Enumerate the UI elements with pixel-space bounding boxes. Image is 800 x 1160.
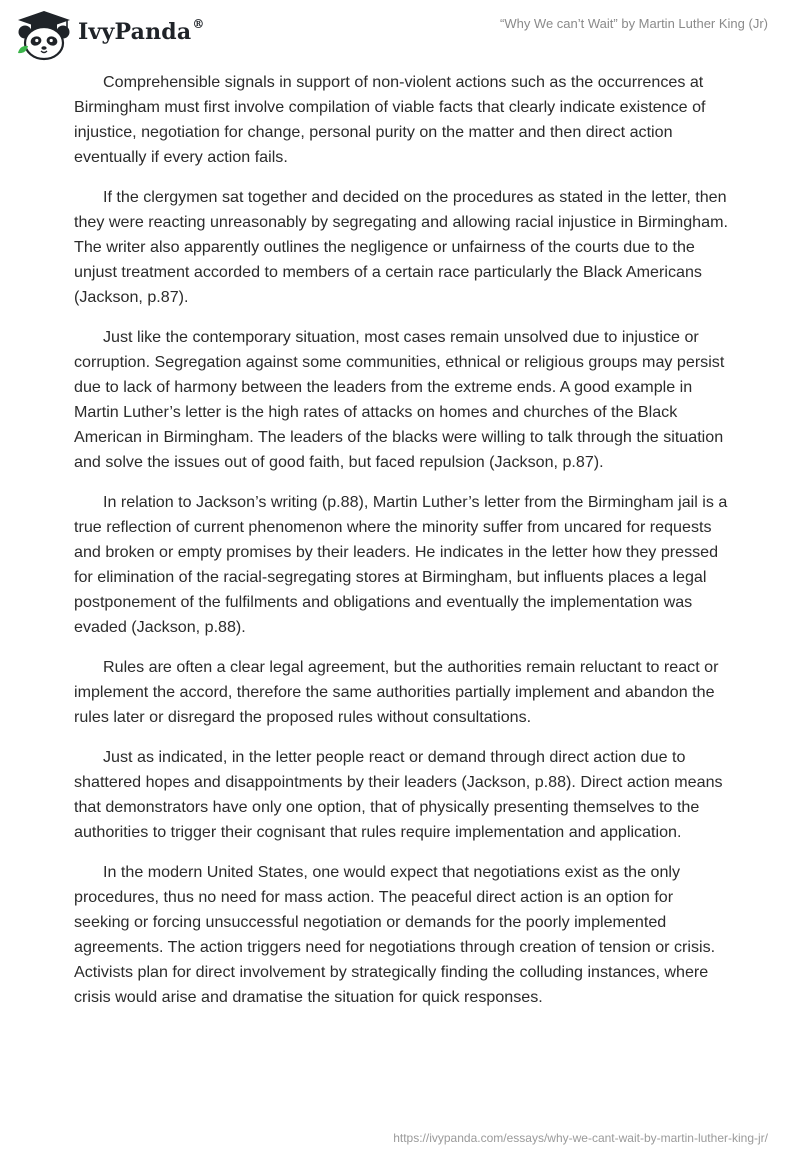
essay-body (74, 70, 728, 1025)
page-header (0, 0, 800, 70)
brand-name[interactable] (78, 19, 205, 45)
paragraph: If the clergymen sat together and decided on the procedures as stated in the letter, then they were reacting unreasonably by segregating and allowing racial injustice in Birmingham. The writer also apparently outlines the negligence or unfairness of the courts due to the unjust treatment accorded to members of a certain race particularly the Black Americans (Jackson, p.87). (74, 188, 728, 306)
paragraph: Comprehensible signals in support of non-violent actions such as the occurrences at Birmingham must first involve compilation of viable facts that clearly indicate existence of injustice, negotiation for change, personal purity on the matter and then direct action eventually if every action fails. (74, 73, 706, 166)
paragraph: In the modern United States, one would expect that negotiations exist as the only procedures, thus no need for mass action. The peaceful direct action is an option for seeking or forcing unsuccessful negotiation or demands for the poorly implemented agreements. The action triggers need for negotiations through creation of tension or crisis. Activists plan for direct involvement by strategically finding the colluding instances, where crisis would arise and dramatise the situation for quick responses. (74, 863, 716, 1006)
paragraph: Just like the contemporary situation, most cases remain unsolved due to injustice or corruption. Segregation against some communities, ethnical or religious groups may persist due to lack of harmony between the leaders from the extreme ends. A good example in Martin Luther’s letter is the high rates of attacks on homes and churches of the Black American in Birmingham. The leaders of the blacks were willing to talk through the situation and solve the issues out of good faith, but faced repulsion (Jackson, p.87). (74, 328, 725, 471)
paragraph: In relation to Jackson’s writing (p.88), Martin Luther’s letter from the Birmingham jail is a true reflection of current phenomenon where the minority suffer from uncared for requests and broken or empty promises by their leaders. He indicates in the letter how they pressed for elimination of the racial-segregating stores at Birmingham, but influents places a legal postponement of the fulfilments and obligations and eventually the implementation was evaded (Jackson, p.88). (74, 493, 728, 636)
panda-graduation-cap-icon[interactable] (14, 9, 74, 61)
brand-text: IvyPanda (78, 19, 192, 45)
document-title: “Why We can’t Wait” by Martin Luther King (Jr) (499, 16, 768, 31)
paragraph: Just as indicated, in the letter people react or demand through direct action due to shattered hopes and disappointments by their leaders (Jackson, p.88). Direct action means that demonstrators have only one option, that of physically presenting themselves to the authorities to trigger their cognisant that rules require implementation and application. (74, 748, 723, 841)
paragraph: Rules are often a clear legal agreement, but the authorities remain reluctant to react or implement the accord, therefore the same authorities partially implement and abandon the rules later or disregard the proposed rules without consultations. (74, 658, 719, 726)
registered-mark: ® (192, 17, 205, 31)
source-url-link[interactable]: https://ivypanda.com/essays/why-we-cant-wait-by-martin-luther-king-jr/ (393, 1131, 768, 1145)
